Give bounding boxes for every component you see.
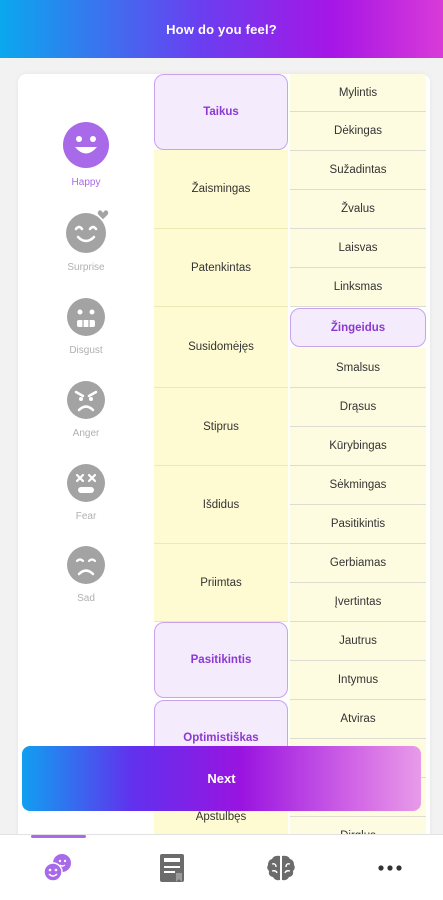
sub-feeling-cell[interactable]: Žingeidus — [290, 308, 426, 347]
sub-feeling-cell[interactable]: Smalsus — [290, 348, 426, 388]
sub-feeling-cell[interactable]: Sėkmingas — [290, 466, 426, 505]
sub-feeling-cell[interactable]: Žvalus — [290, 190, 426, 229]
emotion-disgust[interactable] — [18, 298, 154, 356]
feeling-cell-zaismingas[interactable]: Žaismingas — [154, 150, 288, 229]
fear-face-icon — [67, 464, 105, 502]
sub-feeling-cell[interactable]: Mylintis — [290, 74, 426, 112]
emotion-label: Fear — [75, 511, 97, 522]
emotion-surprise[interactable] — [18, 213, 154, 273]
sad-face-icon — [67, 546, 105, 584]
emotion-list — [18, 74, 154, 844]
emotion-label: Anger — [72, 428, 100, 439]
sub-feeling-cell[interactable]: Gerbiamas — [290, 544, 426, 583]
journal-icon — [158, 853, 186, 883]
emotion-label: Surprise — [67, 262, 105, 273]
more-tab[interactable] — [350, 835, 430, 900]
surprise-face-icon — [66, 213, 106, 253]
sub-feeling-cell[interactable]: Linksmas — [290, 268, 426, 307]
happy-face-icon — [63, 122, 109, 168]
feeling-cell-taikus[interactable]: Taikus — [154, 74, 288, 150]
sub-feeling-cell[interactable]: Intymus — [290, 661, 426, 700]
sub-feeling-cell[interactable]: Atviras — [290, 700, 426, 739]
feeling-cell-pasitikintis[interactable]: Pasitikintis — [154, 622, 288, 698]
next-button[interactable]: Next — [22, 746, 421, 811]
bottom-nav — [0, 834, 443, 900]
sub-feeling-cell[interactable]: Laisvas — [290, 229, 426, 268]
emotion-anger[interactable] — [18, 381, 154, 439]
feeling-cell-susidomejes[interactable]: Susidomėjęs — [154, 307, 288, 388]
emotions-icon — [41, 851, 75, 885]
feeling-cell-apstulbes[interactable]: Apstulbęs — [154, 778, 288, 844]
feelings-card — [18, 74, 430, 844]
sub-feeling-cell[interactable]: Sužadintas — [290, 151, 426, 190]
feeling-cell-stiprus[interactable]: Stiprus — [154, 388, 288, 466]
brain-icon — [266, 854, 296, 882]
feeling-cell-priimtas[interactable]: Priimtas — [154, 544, 288, 622]
sub-feeling-cell[interactable]: Pasitikintis — [290, 505, 426, 544]
emotion-label: Disgust — [69, 345, 103, 356]
feeling-cell-patenkintas[interactable]: Patenkintas — [154, 229, 288, 307]
emotion-fear[interactable] — [18, 464, 154, 522]
emotion-sad[interactable] — [18, 546, 154, 604]
emotion-label: Happy — [71, 177, 101, 188]
anger-face-icon — [67, 381, 105, 419]
brain-tab[interactable] — [241, 835, 321, 900]
app-header — [0, 0, 443, 58]
emotion-happy[interactable] — [18, 122, 154, 188]
feeling-cell-optimistiskas[interactable]: Optimistiškas — [154, 700, 288, 776]
sub-feeling-cell[interactable]: Kūrybingas — [290, 427, 426, 466]
page-title: How do you feel? — [166, 21, 277, 37]
sub-feeling-cell[interactable]: Jautrus — [290, 622, 426, 661]
feeling-cell-isdidus[interactable]: Išdidus — [154, 466, 288, 544]
emotions-tab[interactable] — [18, 835, 98, 900]
sub-feeling-cell[interactable]: Įvertintas — [290, 583, 426, 622]
emotion-label: Sad — [77, 593, 95, 604]
journal-tab[interactable] — [132, 835, 212, 900]
sub-feeling-cell[interactable]: Drąsus — [290, 388, 426, 427]
more-dots-icon — [377, 864, 403, 872]
disgust-face-icon — [67, 298, 105, 336]
sub-feeling-cell[interactable]: Dėkingas — [290, 112, 426, 151]
